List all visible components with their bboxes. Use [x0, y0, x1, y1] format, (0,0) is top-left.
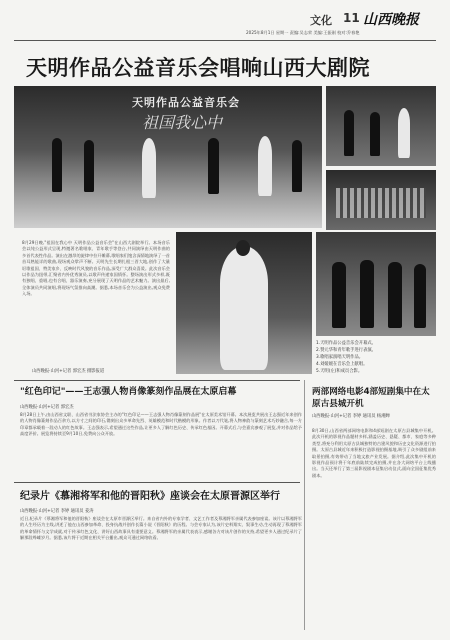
second-body: 8月28日上午,由山西省文联、山西省书法家协会主办的"红色印记——王志强人物肖像篆刻作品展"在太原美术馆开幕。本次展览共展出王志强近年来创作的人物肖像篆刻作品百余方,以方寸之间的印石,镌刻出众多革命先烈、英雄模范和时代楷模的形象。作者以刀代笔,将人物神韵与篆刻艺术巧妙融合,每一方印章都承载着一段动人的红色故事。王志强表示,希望通过这些作品,让更多人了解红色历史、传承红色基因。开幕式后,与会嘉宾参观了展览,并对作品给予高度评价。展览将持续至9月10日,免费向公众开放。: [20, 412, 302, 437]
caption-5: 5.天明(左)和成员合影。: [316, 369, 363, 374]
paper-name: 山西晚报: [363, 12, 419, 28]
lead-photo-5: [316, 232, 436, 336]
caption-2: 2.赞元华和青年歌手进行表演。: [316, 348, 376, 353]
performer: [208, 138, 219, 194]
performer: [84, 140, 94, 192]
person: [388, 262, 402, 328]
section-divider: [14, 380, 300, 381]
person: [332, 262, 346, 328]
performer: [344, 110, 354, 156]
lead-photo-4: [176, 232, 312, 374]
stage-banner: 天明作品公益音乐会: [132, 96, 240, 109]
edition-line: 2025年8月1日 星期一 责编:吴志荣 美编:王振刚 校对:乔春艳: [246, 30, 360, 35]
masthead: [14, 10, 436, 40]
masthead-rule: [14, 40, 436, 41]
performer: [258, 136, 272, 196]
side-body: 8月30日,山西省两部网络电影和4部短剧在太原古县城集中开机。此次开机的影视作品题材多样,涵盖历史、悬疑、都市、家庭等多种类型,将充分利用太原古县城独特的古建风貌和历史文化资源进行拍摄。太原古县城近年来积极打造影视拍摄基地,吸引了众多剧组前来取景拍摄,有效带动了当地文旅产业发展。据介绍,此次集中开机的影视作品预计将于年底前陆续完成拍摄,并在各大网络平台上线播出。当天还举行了第三届影视剧本征集启动仪式,面向全国征集优秀剧本。: [312, 428, 436, 478]
lead-photo-2: [326, 86, 436, 166]
section-label: 文化: [310, 14, 332, 27]
section-divider: [14, 482, 300, 483]
stage-banner-sub: 祖国我心中: [142, 113, 223, 132]
third-body: 近日,纪录片《慕湘将军和他的晋阳秋》座谈会在太原市晋源区举行。来自省内外的专家学者、文艺工作者及慕湘将军亲属代表参加座谈。该片以慕湘将军的人生经历为主线,讲述了他在山西参加革命、投身抗战并创作长篇小说《晋阳秋》的历程。与会专家认为,该片史料翔实、叙事生动,生动再现了慕湘将军的革命情怀与文学成就,对于传承红色文化、讲好山西故事具有重要意义。慕湘将军的亲属代表表示,感谢各方对该片创作的支持,希望更多人通过纪录片了解那段峥嵘岁月。据悉,该片将于近期在相关平台播出,观众可通过网络收看。: [20, 516, 302, 541]
lead-photo-1: [14, 86, 322, 228]
caption-3: 3.歌唱家演唱天明作品。: [316, 355, 364, 360]
lead-body: 8月29日晚,"祖国在我心中 天明作品公益音乐会"在山西大剧院举行。本场音乐会以纯公益形式呈现,特邀著名歌唱家、青年歌手等登台,共同演绎由天明作曲的多首代表性作品。演出在激昂的旋律中拉开帷幕,歌唱家们饱含深情地演绎了一首首耳熟能详的歌曲,现场观众掌声不断。天明先生长期扎根三晋大地,创作了大量讴歌祖国、赞美家乡、反映时代风貌的音乐作品,深受广大群众喜爱。此次音乐会以作品为纽带,汇聚省内外优秀演员,以歌声传递家国情怀。整场演出形式多样,既有独唱、重唱,也有合唱、器乐演奏,充分展现了天明作品的艺术魅力。演出最后,全体演员共同演唱,将现场气氛推向高潮。据悉,本场音乐会为公益演出,观众免费入场。: [22, 240, 170, 297]
person: [360, 260, 374, 328]
person: [414, 264, 426, 328]
side-headline: 两部网络电影4部短剧集中在太原古县城开机: [312, 387, 430, 409]
third-byline: 山西晚报·山河+记者 李婷 通讯员 姜涛: [20, 509, 94, 514]
performer: [370, 112, 380, 156]
singer-head: [236, 240, 250, 256]
lead-credit: 山西晚报·山河+记者 郭宏杰 摄影报道: [32, 369, 105, 374]
choir-rows: [336, 188, 426, 218]
lead-photo-3: [326, 170, 436, 230]
lead-headline: 天明作品公益音乐会唱响山西大剧院: [26, 56, 370, 80]
singer: [220, 246, 268, 370]
third-headline: 纪录片《慕湘将军和他的晋阳秋》座谈会在太原晋源区举行: [20, 491, 280, 502]
page-number: 11: [343, 11, 360, 25]
second-headline: "红色印记"——王志强人物肖像篆刻作品展在太原启幕: [20, 387, 237, 397]
second-byline: 山西晚报·山河+记者 郭宏杰: [20, 405, 74, 410]
side-column-rule: [304, 380, 305, 630]
performer: [292, 140, 302, 192]
performer: [142, 138, 156, 198]
performer: [52, 138, 62, 192]
performer: [398, 108, 410, 158]
caption-4: 4.刘媛媛在音乐会上献唱。: [316, 362, 368, 367]
side-byline: 山西晚报·山河+记者 李婷 通讯员 杨湘婵: [312, 414, 390, 419]
caption-1: 1.天明作品公益音乐会开幕式。: [316, 341, 376, 346]
